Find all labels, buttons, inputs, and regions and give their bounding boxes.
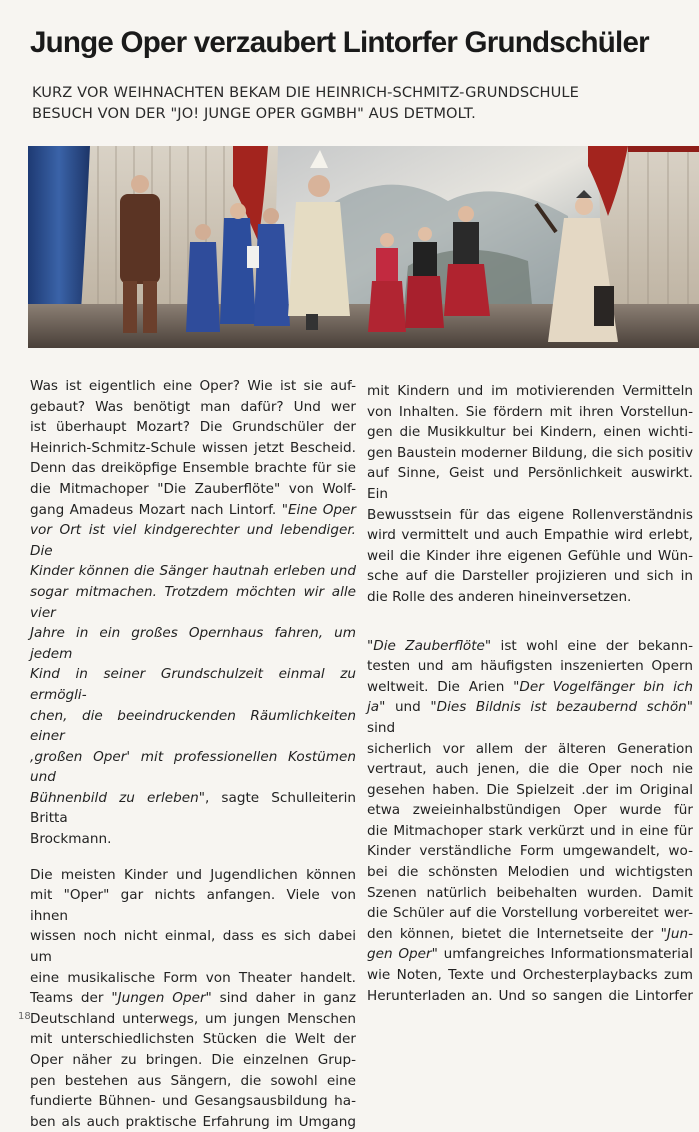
quote-segment: gen Oper" [367, 946, 438, 963]
text-line [30, 788, 356, 829]
text-line: die Schüler auf die Vorstellung vorbereitet wer- [367, 905, 693, 922]
paragraph [30, 865, 356, 1132]
text-line: eine musikalische Form von Theater handelt. [30, 969, 356, 986]
text-line: Herunterladen an. Und so sangen die Lintorfer [367, 987, 693, 1004]
text-segment: gang Amadeus Mozart nach Lintorf. [30, 501, 277, 518]
article-headline: Junge Oper verzaubert Lintorfer Grundschüler [30, 26, 649, 59]
text-line: Brockmann. [30, 831, 112, 848]
paragraph [367, 381, 693, 608]
text-line: Heinrich-Schmitz-Schule wissen jetzt Bescheid. [30, 439, 356, 456]
text-line: Kinder verständliche Form umgewandelt, wo- [367, 843, 693, 860]
text-line: sicherlich vor allem der älteren Generation [367, 740, 693, 757]
text-line: mit Kindern und im motivierenden Vermitteln [367, 383, 693, 399]
text-line: mit "Oper" gar nichts anfangen. Viele von ihnen [30, 887, 356, 924]
subhead-line: KURZ VOR WEIHNACHTEN BEKAM DIE HEINRICH-SCHMITZ-GRUNDSCHULE [32, 84, 579, 101]
text-line: von Inhalten. Sie fördern mit ihren Vorstellun- [367, 403, 693, 420]
text-line: sche auf die Darsteller projizieren und sich in [367, 568, 693, 585]
quote-line: Kinder können die Sänger hautnah erleben und [30, 563, 356, 580]
text-line [367, 924, 693, 945]
text-line [30, 988, 356, 1009]
text-line: gen Baustein moderner Bildung, die sich positiv [367, 444, 693, 461]
page-number: 18 [18, 1011, 31, 1022]
quote-line: sogar mitmachen. Trotzdem möchten wir alle vier [30, 583, 356, 621]
subhead-line: BESUCH VON DER "JO! JUNGE OPER GGMBH" AUS DETMOLT. [32, 105, 476, 122]
text-line: Deutschland unterwegs, um jungen Menschen [30, 1010, 356, 1027]
quote-segment: "Der Vogelfänger bin ich [513, 678, 693, 695]
text-line: auf Sinne, Geist und Persönlichkeit auswirkt. Ein [367, 465, 693, 502]
text-line: ben als auch praktische Erfahrung im Umgang [30, 1113, 356, 1130]
text-line: mit unterschiedlichsten Stücken die Welt der [30, 1031, 356, 1048]
text-segment: Teams der [30, 990, 112, 1007]
paragraph [367, 636, 693, 1007]
quote-segment: ja" [367, 699, 386, 716]
text-segment: , sagte Schulleiterin Britta [30, 789, 356, 827]
quote-segment: "Die Zauberflöte" [367, 637, 492, 654]
text-line: die Mitmachoper stark verkürzt und in eine für [367, 822, 693, 839]
text-line: Die meisten Kinder und Jugendlichen können [30, 866, 356, 883]
text-line: fundierte Bühnen- und Gesangsausbildung ha- [30, 1093, 356, 1110]
text-line: wie Noten, Texte und Orchesterplaybacks zum [367, 967, 693, 984]
text-line: wird vermittelt und auch Empathie wird erlebt, [367, 527, 693, 544]
text-line [30, 500, 356, 521]
text-line: ist überhaupt Mozart? Die Grundschüler der [30, 419, 356, 436]
quote-line: Kind in seiner Grundschulzeit einmal zu ermögli- [30, 666, 356, 703]
quote-segment: Bühnenbild zu erleben" [30, 789, 205, 806]
text-line: Szenen natürlich beibehalten wurden. Damit [367, 884, 693, 901]
text-line: etwa zweieinhalbstündigen Oper wurde für [367, 802, 693, 819]
stage-photo [28, 146, 699, 348]
text-line: vertraut, auch jenen, die die Oper noch nie [367, 761, 693, 778]
text-segment: sind [367, 719, 396, 736]
text-line: weil die Kinder ihre eigenen Gefühle und Wün- [367, 547, 693, 564]
quote-segment: "Jun- [660, 925, 693, 942]
text-line: pen bestehen aus Sängern, die sowohl eine [30, 1072, 356, 1089]
text-line: Oper näher zu bringen. Die einzelnen Grup- [30, 1052, 356, 1068]
text-line: die Mitmachoper "Die Zauberflöte" von Wolf- [30, 480, 356, 497]
quote-line: vor Ort ist viel kindgerechter und lebendiger. Die [30, 522, 356, 559]
text-line [367, 944, 693, 965]
paragraph [30, 376, 356, 850]
quote-segment: "Eine Oper [281, 501, 356, 518]
article-subhead [32, 82, 652, 124]
quote-line: chen, die beeindruckenden Räumlichkeiten einer [30, 707, 356, 745]
quote-segment: "Dies Bildnis ist bezaubernd schön" [430, 699, 693, 716]
text-line: testen und am häufigsten inszenierten Opern [367, 658, 693, 675]
quote-segment: "Jungen Oper" [111, 990, 212, 1007]
text-line: Was ist eigentlich eine Oper? Wie ist sie auf- [30, 378, 356, 394]
text-line: gen die Musikkultur bei Kindern, einen wichti- [367, 424, 693, 441]
text-line: Denn das dreiköpfige Ensemble brachte für sie [30, 460, 356, 477]
text-segment: sind daher in ganz [211, 990, 356, 1007]
text-line [367, 677, 693, 698]
article-column-left [30, 376, 356, 1132]
text-segment: ist wohl eine der bekann- [491, 637, 693, 654]
text-segment: weltweit. Die Arien [367, 678, 514, 695]
text-line: die Rolle des anderen hineinversetzen. [367, 588, 632, 605]
text-line: gebaut? Was benötigt man dafür? Und wer [30, 398, 356, 415]
text-line [367, 697, 693, 738]
text-line: bei die schönsten Melodien und wichtigsten [367, 864, 693, 881]
text-segment: umfangreiches Informationsmaterial [437, 946, 693, 963]
text-line: gesehen haben. Die Spielzeit .der im Original [367, 781, 693, 798]
text-line: wissen noch nicht einmal, dass es sich dabei um [30, 928, 356, 966]
text-line: Bewusstsein für das eigene Rollenverständnis [367, 506, 693, 523]
quote-line: Jahre in ein großes Opernhaus fahren, um jedem [30, 625, 356, 662]
text-line [367, 636, 693, 657]
article-column-right [367, 381, 693, 1006]
quote-line: ‚großen Oper' mit professionellen Kostümen und [30, 748, 356, 786]
text-segment: den können, bietet die Internetseite der [367, 925, 661, 942]
text-segment: und [385, 699, 431, 716]
